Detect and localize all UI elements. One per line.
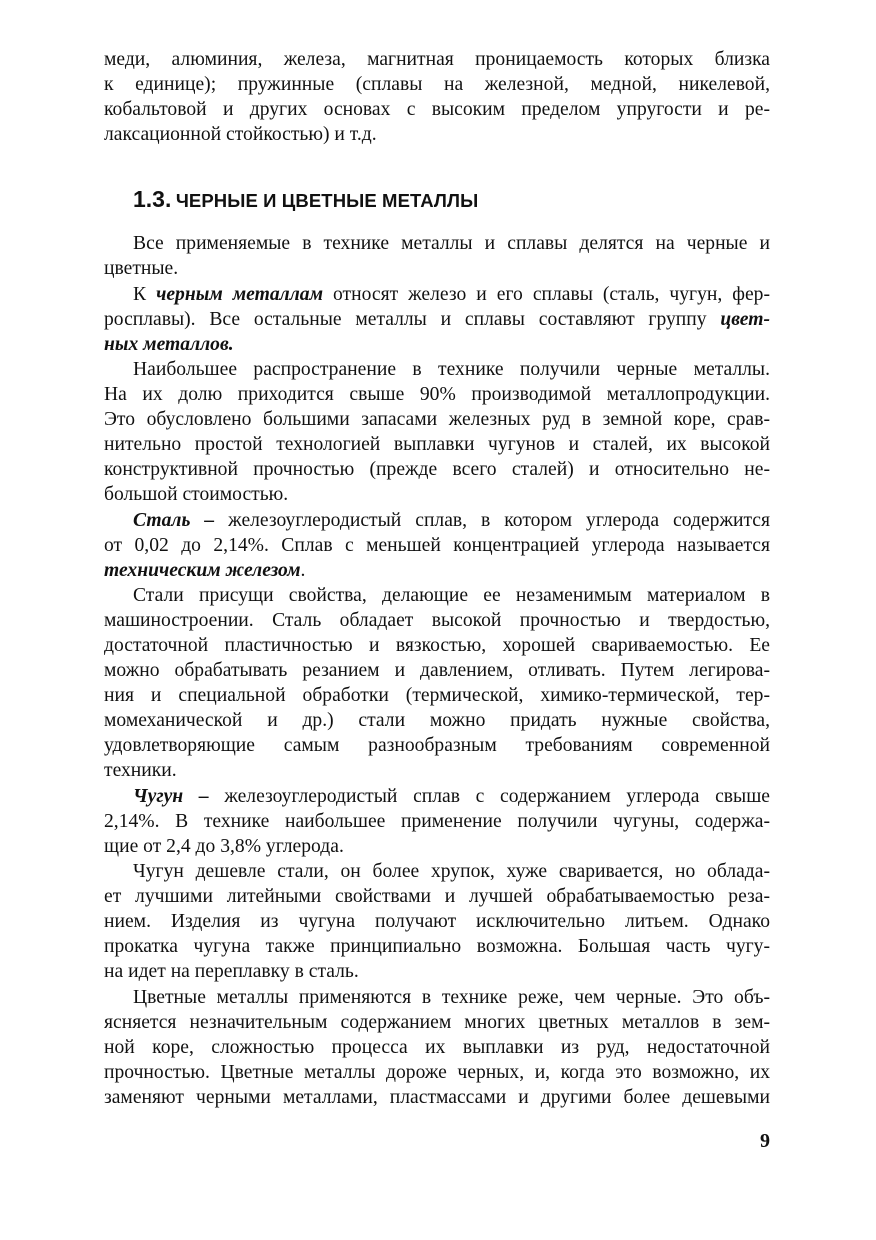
text-line (133, 508, 770, 533)
text-line: Стали присущи свойства, делающие ее незаменимым материалом в (133, 585, 770, 606)
text-line: цветные. (104, 258, 179, 279)
text-line: большой стоимостью. (104, 484, 289, 505)
text-run: железоуглеродистый сплав, в котором углерода содержится (214, 510, 770, 531)
text-line: техники. (104, 760, 177, 781)
section-title: ЧЕРНЫЕ И ЦВЕТНЫЕ МЕТАЛЛЫ (175, 190, 479, 211)
text-line: достаточной пластичностью и вязкостью, хорошей свариваемостью. Ее (104, 635, 770, 656)
text-line (133, 784, 770, 809)
text-line: к единице); пружинные (сплавы на железной, медной, никелевой, (104, 74, 770, 95)
text-line: Чугун дешевле стали, он более хрупок, хуже сваривается, но облада- (133, 861, 770, 882)
section-number: 1.3. (133, 186, 172, 212)
term-nonferrous-metals: цвет- (720, 309, 770, 330)
text-line: меди, алюминия, железа, магнитная проницаемость которых близка (104, 49, 770, 70)
text-line: машиностроении. Сталь обладает высокой прочностью и твердостью, (104, 610, 770, 631)
text-line (104, 558, 770, 583)
text-line: 2,14%. В технике наибольшее применение получили чугуны, содержа- (104, 811, 770, 832)
text-line: щие от 2,4 до 3,8% углерода. (104, 836, 344, 857)
text-run: росплавы). Все остальные металлы и сплавы составляют группу (104, 309, 721, 330)
text-line: нительно простой технологией выплавки чугунов и сталей, их высокой (104, 434, 770, 455)
text-line: конструктивной прочностью (прежде всего сталей) и относительно не- (104, 459, 770, 480)
text-line: лаксационной стойкостью) и т.д. (104, 124, 377, 145)
term-steel: Сталь – (133, 510, 215, 531)
text-line: заменяют черными металлами, пластмассами и другими более дешевыми (104, 1087, 770, 1108)
section-heading (133, 184, 478, 218)
text-line: ния и специальной обработки (термической, химико-термической, тер- (104, 685, 770, 706)
text-run: . (300, 560, 306, 581)
text-line (104, 307, 770, 332)
text-line: нием. Изделия из чугуна получают исключительно литьем. Однако (104, 911, 770, 932)
text-line: Наибольшее распространение в технике получили черные металлы. (133, 359, 770, 380)
text-line: момеханической и др.) стали можно придать нужные свойства, (104, 710, 770, 731)
text-line: ет лучшими литейными свойствами и лучшей обрабатываемостью реза- (104, 886, 770, 907)
text-run: К (133, 284, 157, 305)
text-line (104, 332, 770, 357)
text-line: Это обусловлено большими запасами железных руд в земной коре, срав- (104, 409, 770, 430)
text-line (133, 282, 770, 307)
text-line: прочностью. Цветные металлы дороже черных, и, когда это возможно, их (104, 1062, 770, 1083)
text-line: на идет на переплавку в сталь. (104, 961, 359, 982)
text-line: ясняется незначительным содержанием многих цветных металлов в зем- (104, 1012, 770, 1033)
text-line: На их долю приходится свыше 90% производимой металлопродукции. (104, 384, 770, 405)
text-run: железоуглеродистый сплав с содержанием углерода свыше (208, 786, 770, 807)
term-cast-iron: Чугун – (133, 786, 209, 807)
text-line: прокатка чугуна также принципиально возможна. Большая часть чугу- (104, 936, 770, 957)
text-line: кобальтовой и других основах с высоким пределом упругости и ре- (104, 99, 770, 120)
term-ferrous-metals: черным металлам (156, 284, 323, 305)
text-line: Цветные металлы применяются в технике реже, чем черные. Это объ- (133, 987, 770, 1008)
text-line: удовлетворяющие самым разнообразным требованиям современной (104, 735, 770, 756)
term-technical-iron: техническим железом (104, 560, 301, 581)
text-line: ной коре, сложностью процесса их выплавки из руд, недостаточной (104, 1037, 770, 1058)
text-line: от 0,02 до 2,14%. Сплав с меньшей концентрацией углерода называется (104, 535, 770, 556)
text-run: относят железо и его сплавы (сталь, чугун, фер- (323, 284, 770, 305)
text-line: Все применяемые в технике металлы и сплавы делятся на черные и (133, 233, 770, 254)
text-line: можно обрабатывать резанием и давлением, отливать. Путем легирова- (104, 660, 770, 681)
term-nonferrous-metals-cont: ных металлов. (104, 334, 234, 355)
page-number: 9 (760, 1130, 770, 1152)
